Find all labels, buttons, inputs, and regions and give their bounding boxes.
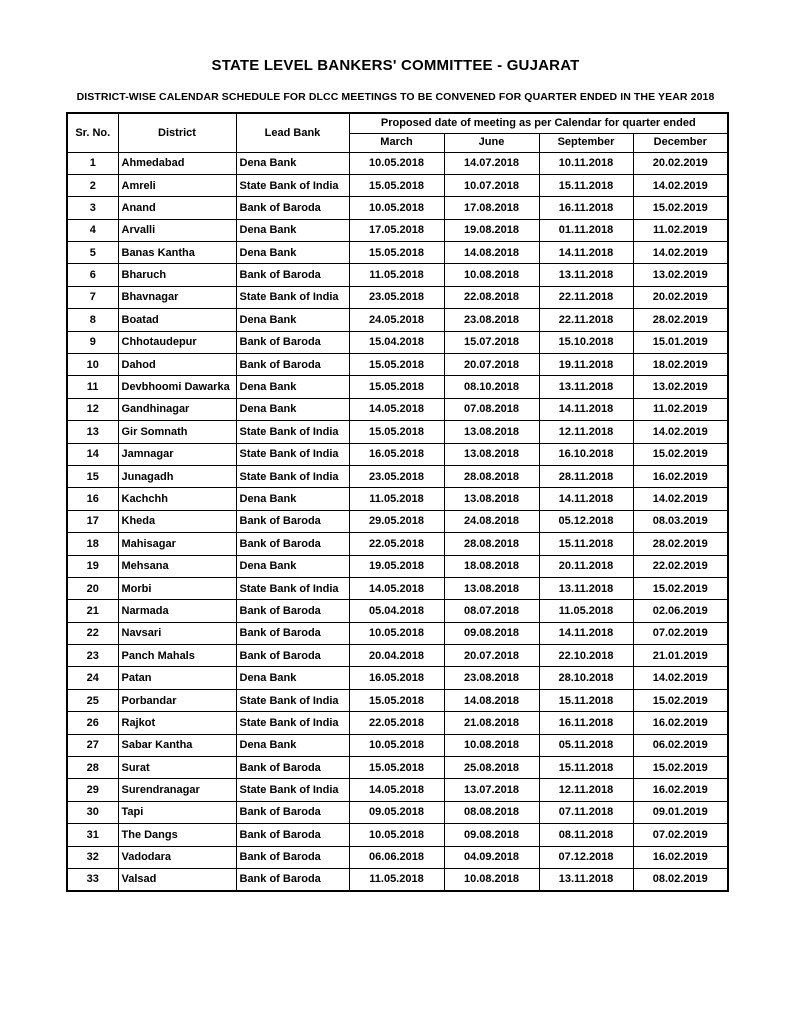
cell-sr-no: 6 [67,264,118,286]
cell-date-march: 11.05.2018 [349,264,444,286]
cell-district: Gir Somnath [118,421,236,443]
table-row [67,667,728,689]
cell-date-december: 16.02.2019 [633,779,728,801]
cell-lead-bank: Bank of Baroda [236,645,349,667]
cell-date-march: 23.05.2018 [349,286,444,308]
cell-district: Gandhinagar [118,398,236,420]
cell-date-march: 15.05.2018 [349,174,444,196]
table-row [67,286,728,308]
cell-date-june: 15.07.2018 [444,331,539,353]
cell-date-march: 24.05.2018 [349,309,444,331]
cell-date-june: 14.07.2018 [444,152,539,174]
cell-date-march: 20.04.2018 [349,645,444,667]
cell-date-march: 14.05.2018 [349,398,444,420]
cell-date-june: 07.08.2018 [444,398,539,420]
cell-sr-no: 23 [67,645,118,667]
cell-sr-no: 12 [67,398,118,420]
cell-date-june: 23.08.2018 [444,309,539,331]
cell-date-september: 15.10.2018 [539,331,633,353]
cell-lead-bank: Bank of Baroda [236,824,349,846]
cell-sr-no: 1 [67,152,118,174]
cell-date-june: 09.08.2018 [444,622,539,644]
cell-sr-no: 2 [67,174,118,196]
cell-lead-bank: Bank of Baroda [236,331,349,353]
cell-date-june: 13.08.2018 [444,577,539,599]
cell-lead-bank: Dena Bank [236,488,349,510]
cell-date-june: 10.08.2018 [444,869,539,891]
cell-date-september: 01.11.2018 [539,219,633,241]
cell-date-september: 16.11.2018 [539,197,633,219]
cell-date-december: 15.02.2019 [633,197,728,219]
cell-date-june: 19.08.2018 [444,219,539,241]
cell-lead-bank: State Bank of India [236,465,349,487]
cell-lead-bank: Dena Bank [236,734,349,756]
cell-district: Bhavnagar [118,286,236,308]
header-quarter-june: June [444,133,539,152]
header-quarter-september: September [539,133,633,152]
cell-district: Surendranagar [118,779,236,801]
cell-date-june: 18.08.2018 [444,555,539,577]
table-row [67,197,728,219]
cell-district: Mahisagar [118,533,236,555]
cell-date-september: 08.11.2018 [539,824,633,846]
cell-date-december: 08.02.2019 [633,869,728,891]
cell-district: Devbhoomi Dawarka [118,376,236,398]
cell-date-december: 13.02.2019 [633,376,728,398]
cell-date-june: 20.07.2018 [444,354,539,376]
header-quarter-december: December [633,133,728,152]
cell-lead-bank: Dena Bank [236,242,349,264]
cell-date-june: 14.08.2018 [444,689,539,711]
cell-district: Rajkot [118,712,236,734]
cell-date-march: 15.05.2018 [349,354,444,376]
table-row [67,219,728,241]
cell-date-june: 24.08.2018 [444,510,539,532]
header-lead-bank: Lead Bank [236,113,349,152]
cell-sr-no: 33 [67,869,118,891]
table-row [67,174,728,196]
cell-date-march: 11.05.2018 [349,869,444,891]
cell-date-june: 25.08.2018 [444,757,539,779]
table-row [67,645,728,667]
cell-lead-bank: Dena Bank [236,376,349,398]
cell-sr-no: 14 [67,443,118,465]
cell-date-september: 13.11.2018 [539,869,633,891]
cell-sr-no: 31 [67,824,118,846]
cell-district: The Dangs [118,824,236,846]
cell-date-june: 13.08.2018 [444,488,539,510]
cell-district: Jamnagar [118,443,236,465]
cell-lead-bank: State Bank of India [236,779,349,801]
table-row [67,443,728,465]
cell-sr-no: 11 [67,376,118,398]
cell-sr-no: 16 [67,488,118,510]
cell-date-september: 14.11.2018 [539,398,633,420]
cell-date-september: 13.11.2018 [539,577,633,599]
cell-sr-no: 9 [67,331,118,353]
cell-date-march: 10.05.2018 [349,622,444,644]
cell-sr-no: 4 [67,219,118,241]
table-row [67,309,728,331]
cell-sr-no: 5 [67,242,118,264]
cell-sr-no: 24 [67,667,118,689]
cell-lead-bank: Bank of Baroda [236,622,349,644]
cell-date-june: 10.08.2018 [444,734,539,756]
header-district: District [118,113,236,152]
cell-date-june: 14.08.2018 [444,242,539,264]
cell-district: Tapi [118,801,236,823]
cell-date-september: 20.11.2018 [539,555,633,577]
cell-district: Dahod [118,354,236,376]
cell-date-december: 06.02.2019 [633,734,728,756]
cell-sr-no: 8 [67,309,118,331]
cell-district: Boatad [118,309,236,331]
cell-date-december: 16.02.2019 [633,712,728,734]
cell-lead-bank: State Bank of India [236,712,349,734]
cell-district: Junagadh [118,465,236,487]
cell-district: Valsad [118,869,236,891]
cell-date-march: 10.05.2018 [349,824,444,846]
table-row [67,398,728,420]
schedule-table-body [67,152,728,891]
cell-date-june: 08.08.2018 [444,801,539,823]
cell-date-march: 05.04.2018 [349,600,444,622]
cell-lead-bank: Bank of Baroda [236,600,349,622]
table-row [67,376,728,398]
cell-date-december: 16.02.2019 [633,465,728,487]
cell-lead-bank: Bank of Baroda [236,869,349,891]
header-sr-no: Sr. No. [67,113,118,152]
cell-date-september: 28.10.2018 [539,667,633,689]
cell-date-december: 15.01.2019 [633,331,728,353]
cell-date-june: 17.08.2018 [444,197,539,219]
cell-date-march: 16.05.2018 [349,667,444,689]
cell-sr-no: 18 [67,533,118,555]
cell-date-june: 28.08.2018 [444,465,539,487]
cell-date-december: 14.02.2019 [633,242,728,264]
cell-date-september: 07.11.2018 [539,801,633,823]
cell-district: Arvalli [118,219,236,241]
cell-date-march: 15.04.2018 [349,331,444,353]
cell-district: Ahmedabad [118,152,236,174]
cell-district: Navsari [118,622,236,644]
cell-date-december: 15.02.2019 [633,689,728,711]
cell-date-march: 09.05.2018 [349,801,444,823]
cell-date-march: 15.05.2018 [349,242,444,264]
cell-date-june: 13.08.2018 [444,421,539,443]
cell-date-june: 10.07.2018 [444,174,539,196]
cell-date-september: 05.11.2018 [539,734,633,756]
table-row [67,488,728,510]
cell-date-march: 11.05.2018 [349,488,444,510]
cell-date-june: 04.09.2018 [444,846,539,868]
header-quarter-march: March [349,133,444,152]
cell-date-december: 09.01.2019 [633,801,728,823]
cell-sr-no: 3 [67,197,118,219]
cell-sr-no: 22 [67,622,118,644]
cell-date-december: 07.02.2019 [633,622,728,644]
cell-district: Porbandar [118,689,236,711]
cell-lead-bank: Bank of Baroda [236,846,349,868]
cell-date-december: 28.02.2019 [633,533,728,555]
cell-sr-no: 20 [67,577,118,599]
cell-lead-bank: State Bank of India [236,421,349,443]
cell-date-june: 28.08.2018 [444,533,539,555]
cell-sr-no: 30 [67,801,118,823]
cell-date-december: 15.02.2019 [633,577,728,599]
cell-lead-bank: Bank of Baroda [236,801,349,823]
cell-lead-bank: Bank of Baroda [236,533,349,555]
cell-date-december: 21.01.2019 [633,645,728,667]
cell-district: Surat [118,757,236,779]
cell-date-march: 10.05.2018 [349,197,444,219]
cell-date-march: 10.05.2018 [349,152,444,174]
cell-date-june: 13.08.2018 [444,443,539,465]
cell-lead-bank: Dena Bank [236,152,349,174]
table-row [67,421,728,443]
cell-date-december: 16.02.2019 [633,846,728,868]
cell-date-september: 15.11.2018 [539,174,633,196]
cell-date-september: 22.11.2018 [539,309,633,331]
cell-sr-no: 19 [67,555,118,577]
cell-date-march: 15.05.2018 [349,757,444,779]
cell-sr-no: 21 [67,600,118,622]
cell-lead-bank: Dena Bank [236,309,349,331]
cell-lead-bank: Bank of Baroda [236,264,349,286]
cell-district: Bharuch [118,264,236,286]
cell-date-march: 14.05.2018 [349,779,444,801]
cell-sr-no: 13 [67,421,118,443]
cell-sr-no: 29 [67,779,118,801]
cell-district: Amreli [118,174,236,196]
cell-lead-bank: Bank of Baroda [236,354,349,376]
page-title: STATE LEVEL BANKERS' COMMITTEE - GUJARAT [211,57,580,74]
schedule-table-header [67,113,728,152]
cell-lead-bank: State Bank of India [236,286,349,308]
table-row [67,533,728,555]
header-proposed-date-group: Proposed date of meeting as per Calendar for quarter ended [349,113,728,133]
table-row [67,354,728,376]
cell-date-march: 15.05.2018 [349,689,444,711]
cell-date-june: 09.08.2018 [444,824,539,846]
cell-sr-no: 32 [67,846,118,868]
cell-date-march: 06.06.2018 [349,846,444,868]
cell-date-september: 07.12.2018 [539,846,633,868]
table-row [67,264,728,286]
cell-lead-bank: State Bank of India [236,443,349,465]
cell-date-september: 16.11.2018 [539,712,633,734]
table-row [67,510,728,532]
cell-date-september: 05.12.2018 [539,510,633,532]
cell-sr-no: 15 [67,465,118,487]
cell-lead-bank: Dena Bank [236,555,349,577]
cell-date-december: 28.02.2019 [633,309,728,331]
cell-lead-bank: Dena Bank [236,398,349,420]
table-row [67,555,728,577]
cell-date-september: 19.11.2018 [539,354,633,376]
cell-district: Kheda [118,510,236,532]
cell-date-september: 14.11.2018 [539,622,633,644]
cell-date-september: 15.11.2018 [539,533,633,555]
cell-date-december: 13.02.2019 [633,264,728,286]
cell-date-march: 10.05.2018 [349,734,444,756]
cell-sr-no: 10 [67,354,118,376]
cell-date-june: 08.10.2018 [444,376,539,398]
cell-sr-no: 27 [67,734,118,756]
cell-date-september: 12.11.2018 [539,421,633,443]
cell-date-june: 23.08.2018 [444,667,539,689]
cell-date-september: 14.11.2018 [539,488,633,510]
cell-date-december: 07.02.2019 [633,824,728,846]
cell-date-september: 15.11.2018 [539,757,633,779]
cell-district: Morbi [118,577,236,599]
schedule-table [66,112,729,892]
cell-date-september: 14.11.2018 [539,242,633,264]
cell-date-september: 28.11.2018 [539,465,633,487]
cell-lead-bank: State Bank of India [236,689,349,711]
table-row [67,242,728,264]
cell-date-march: 15.05.2018 [349,421,444,443]
cell-date-march: 19.05.2018 [349,555,444,577]
cell-date-december: 11.02.2019 [633,398,728,420]
cell-date-march: 29.05.2018 [349,510,444,532]
cell-date-december: 22.02.2019 [633,555,728,577]
cell-date-september: 22.10.2018 [539,645,633,667]
cell-date-december: 14.02.2019 [633,667,728,689]
cell-district: Panch Mahals [118,645,236,667]
table-row [67,801,728,823]
table-row [67,465,728,487]
cell-date-september: 10.11.2018 [539,152,633,174]
cell-date-december: 14.02.2019 [633,421,728,443]
cell-date-september: 16.10.2018 [539,443,633,465]
cell-district: Vadodara [118,846,236,868]
cell-date-september: 11.05.2018 [539,600,633,622]
cell-date-march: 15.05.2018 [349,376,444,398]
cell-sr-no: 25 [67,689,118,711]
cell-date-june: 21.08.2018 [444,712,539,734]
table-row [67,577,728,599]
cell-date-december: 11.02.2019 [633,219,728,241]
cell-date-december: 14.02.2019 [633,174,728,196]
table-row [67,846,728,868]
table-row [67,712,728,734]
table-row [67,824,728,846]
table-row [67,152,728,174]
cell-district: Narmada [118,600,236,622]
page-subtitle: DISTRICT-WISE CALENDAR SCHEDULE FOR DLCC MEETINGS TO BE CONVENED FOR QUARTER ENDED IN THE YEAR 2018 [76,91,715,103]
cell-district: Patan [118,667,236,689]
cell-date-september: 13.11.2018 [539,376,633,398]
cell-lead-bank: Dena Bank [236,219,349,241]
table-row [67,779,728,801]
cell-date-march: 23.05.2018 [349,465,444,487]
cell-date-september: 12.11.2018 [539,779,633,801]
cell-sr-no: 28 [67,757,118,779]
cell-lead-bank: Bank of Baroda [236,757,349,779]
cell-district: Anand [118,197,236,219]
cell-district: Kachchh [118,488,236,510]
cell-date-march: 22.05.2018 [349,712,444,734]
cell-sr-no: 17 [67,510,118,532]
cell-district: Sabar Kantha [118,734,236,756]
cell-date-december: 08.03.2019 [633,510,728,532]
cell-district: Chhotaudepur [118,331,236,353]
table-row [67,600,728,622]
cell-date-march: 14.05.2018 [349,577,444,599]
cell-date-september: 15.11.2018 [539,689,633,711]
cell-date-december: 02.06.2019 [633,600,728,622]
table-row [67,734,728,756]
cell-date-september: 13.11.2018 [539,264,633,286]
cell-date-march: 22.05.2018 [349,533,444,555]
cell-lead-bank: Dena Bank [236,667,349,689]
cell-date-december: 15.02.2019 [633,757,728,779]
table-row [67,331,728,353]
cell-date-september: 22.11.2018 [539,286,633,308]
cell-date-december: 18.02.2019 [633,354,728,376]
cell-date-june: 10.08.2018 [444,264,539,286]
cell-date-june: 13.07.2018 [444,779,539,801]
cell-district: Mehsana [118,555,236,577]
cell-date-march: 17.05.2018 [349,219,444,241]
cell-date-june: 22.08.2018 [444,286,539,308]
cell-date-december: 15.02.2019 [633,443,728,465]
table-row [67,689,728,711]
cell-date-june: 08.07.2018 [444,600,539,622]
table-row [67,869,728,891]
cell-lead-bank: State Bank of India [236,577,349,599]
cell-date-december: 14.02.2019 [633,488,728,510]
cell-lead-bank: Bank of Baroda [236,197,349,219]
table-row [67,622,728,644]
cell-sr-no: 26 [67,712,118,734]
cell-lead-bank: Bank of Baroda [236,510,349,532]
cell-date-june: 20.07.2018 [444,645,539,667]
cell-sr-no: 7 [67,286,118,308]
cell-date-december: 20.02.2019 [633,152,728,174]
table-row [67,757,728,779]
cell-district: Banas Kantha [118,242,236,264]
cell-date-march: 16.05.2018 [349,443,444,465]
cell-date-december: 20.02.2019 [633,286,728,308]
cell-lead-bank: State Bank of India [236,174,349,196]
